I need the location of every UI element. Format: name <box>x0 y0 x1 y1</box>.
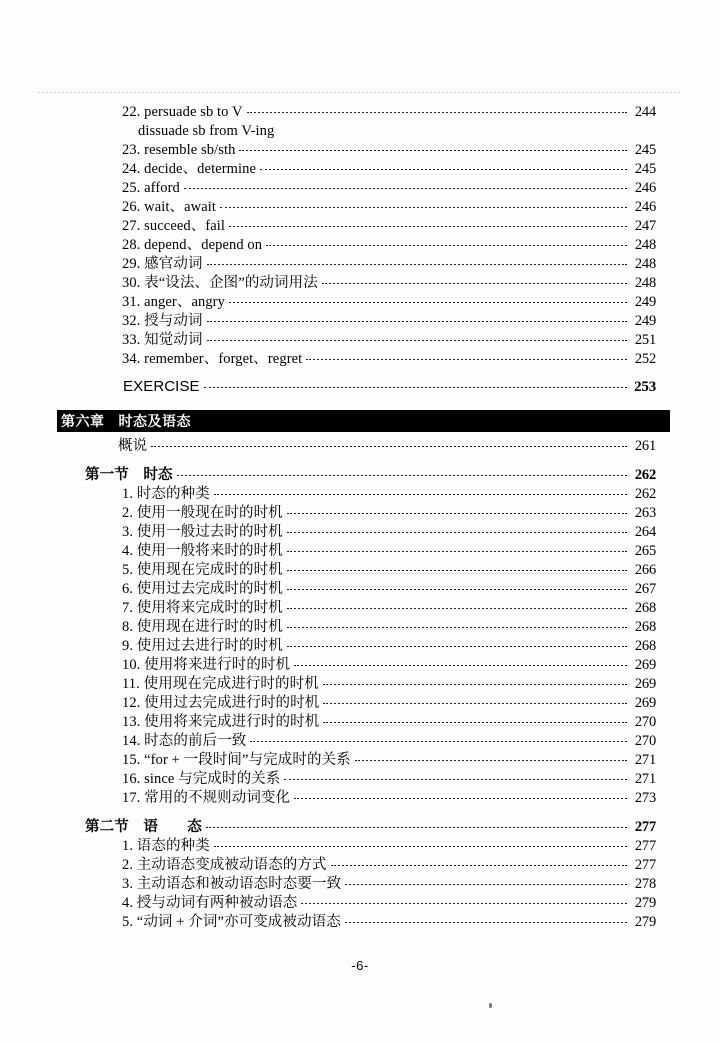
dot-leader <box>207 321 627 322</box>
toc-entry-label: 2. 主动语态变成被动语态的方式 <box>122 857 327 873</box>
toc-entry-page: 264 <box>634 524 656 540</box>
toc-entry[interactable] <box>0 236 720 255</box>
toc-entry[interactable] <box>0 599 720 618</box>
toc-entry-label: 14. 时态的前后一致 <box>122 733 247 749</box>
toc-entry-page: 247 <box>634 218 656 234</box>
dot-leader <box>214 846 627 847</box>
toc-entry[interactable] <box>0 770 720 789</box>
toc-entry-page: 277 <box>634 819 656 835</box>
toc-entry-page: 253 <box>634 379 656 395</box>
toc-entry-label: 4. 使用一般将来时的时机 <box>122 543 283 559</box>
toc-entry-page: 268 <box>634 600 656 616</box>
toc-entry-label: 17. 常用的不规则动词变化 <box>122 790 291 806</box>
dot-leader <box>206 827 627 828</box>
toc-entry-page: 270 <box>634 733 656 749</box>
toc-entry[interactable] <box>0 694 720 713</box>
dot-leader <box>355 760 627 761</box>
toc-entry[interactable] <box>0 913 720 932</box>
toc-entry-page: 262 <box>634 467 656 483</box>
dot-leader <box>323 722 627 723</box>
toc-entry[interactable] <box>0 198 720 217</box>
toc-entry-page: 279 <box>634 914 656 930</box>
toc-entry-label: 1. 时态的种类 <box>122 486 210 502</box>
toc-entry-label: 27. succeed、fail <box>122 218 226 234</box>
toc-entry[interactable] <box>0 637 720 656</box>
toc-entry-label: 1. 语态的种类 <box>122 838 210 854</box>
toc-entry-label: 13. 使用将来完成进行时的时机 <box>122 714 320 730</box>
toc-entry-label: 6. 使用过去完成时的时机 <box>122 581 283 597</box>
toc-entry[interactable] <box>0 875 720 894</box>
toc-entry[interactable] <box>0 618 720 637</box>
toc-entry-exercise[interactable] <box>0 377 720 396</box>
dot-leader <box>345 922 627 923</box>
toc-entry-label: 8. 使用现在进行时的时机 <box>122 619 283 635</box>
dot-leader <box>287 627 627 628</box>
chapter-heading-bar <box>57 410 670 432</box>
toc-entry[interactable] <box>0 293 720 312</box>
dot-leader <box>229 302 627 303</box>
toc-entry-page: 251 <box>634 332 656 348</box>
toc-entry[interactable] <box>0 103 720 122</box>
toc-entry-label: 31. anger、angry <box>122 294 225 310</box>
toc-entry-label: 5. 使用现在完成时的时机 <box>122 562 283 578</box>
toc-entry[interactable] <box>0 856 720 875</box>
toc-entry-label: 24. decide、determine <box>122 161 257 177</box>
toc-entry[interactable] <box>0 894 720 913</box>
toc-entry-page: 267 <box>634 581 656 597</box>
dot-leader <box>287 551 627 552</box>
toc-entry-page: 270 <box>634 714 656 730</box>
toc-entry-label: 概说 <box>118 438 148 454</box>
dot-leader <box>345 884 627 885</box>
dot-leader <box>322 283 627 284</box>
dot-leader <box>287 532 627 533</box>
dot-leader <box>287 570 627 571</box>
toc-entry-label: 10. 使用将来进行时的时机 <box>122 657 291 673</box>
toc-entry-label: 34. remember、forget、regret <box>122 351 303 367</box>
dot-leader <box>229 226 627 227</box>
toc-entry[interactable] <box>0 732 720 751</box>
dot-leader <box>184 188 627 189</box>
toc-entry-label: 5. “动词 + 介词”亦可变成被动语态 <box>122 914 341 930</box>
toc-entry-page: 246 <box>634 180 656 196</box>
toc-entry[interactable] <box>0 350 720 369</box>
toc-entry-page: 246 <box>634 199 656 215</box>
toc-entry-label: 30. 表“设法、企图”的动词用法 <box>122 275 318 291</box>
toc-entry-label: 25. afford <box>122 180 180 196</box>
toc-entry-label: 22. persuade sb to V <box>122 104 243 120</box>
dot-leader <box>177 475 627 476</box>
toc-entry-page: 262 <box>634 486 656 502</box>
toc-entry[interactable] <box>0 179 720 198</box>
toc-entry[interactable] <box>0 255 720 274</box>
dot-leader <box>306 359 627 360</box>
dot-leader <box>287 513 627 514</box>
toc-section-heading[interactable] <box>0 818 720 837</box>
toc-entry[interactable] <box>0 160 720 179</box>
toc-entry[interactable] <box>0 675 720 694</box>
dot-leader <box>220 207 627 208</box>
toc-entry-label: dissuade sb from V-ing <box>138 123 275 139</box>
toc-entry-list-top <box>0 103 720 369</box>
chapter-title: 时态及语态 <box>118 413 191 429</box>
toc-entry[interactable] <box>0 312 720 331</box>
toc-entry-label: 4. 授与动词有两种被动语态 <box>122 895 298 911</box>
toc-entry-page: 248 <box>634 237 656 253</box>
toc-entry-label: 29. 感官动词 <box>122 256 203 272</box>
dot-leader <box>287 589 627 590</box>
dot-leader <box>247 112 627 113</box>
toc-entry-label: 16. since 与完成时的关系 <box>122 771 281 787</box>
toc-entry-label: 7. 使用将来完成时的时机 <box>122 600 283 616</box>
dot-leader <box>301 903 627 904</box>
toc-entry[interactable] <box>0 837 720 856</box>
dot-leader <box>266 245 627 246</box>
toc-entry-page: 266 <box>634 562 656 578</box>
scan-speck <box>489 1003 492 1008</box>
toc-entry[interactable] <box>0 713 720 732</box>
toc-entry[interactable] <box>0 542 720 561</box>
toc-entry[interactable] <box>0 580 720 599</box>
toc-entry-label: 9. 使用过去进行时的时机 <box>122 638 283 654</box>
dot-leader <box>260 169 627 170</box>
toc-entry-page: 252 <box>634 351 656 367</box>
toc-entry-page: 271 <box>634 752 656 768</box>
toc-entry-page: 245 <box>634 142 656 158</box>
dot-leader <box>207 340 627 341</box>
dot-leader <box>204 387 627 388</box>
toc-entry[interactable] <box>0 656 720 675</box>
toc-entry-continuation[interactable] <box>0 122 720 141</box>
toc-section-continued-verbs <box>0 103 720 396</box>
toc-entry-label: 3. 使用一般过去时的时机 <box>122 524 283 540</box>
dot-leader <box>331 865 627 866</box>
toc-entry[interactable] <box>0 504 720 523</box>
toc-section-list <box>0 456 720 932</box>
chapter-number: 第六章 <box>61 413 105 429</box>
toc-entry-page: 273 <box>634 790 656 806</box>
dot-leader <box>294 665 627 666</box>
dot-leader <box>284 779 627 780</box>
toc-entry[interactable] <box>0 217 720 236</box>
toc-entry-page: 278 <box>634 876 656 892</box>
toc-entry-overview[interactable] <box>0 437 720 456</box>
section-spacer <box>0 808 720 818</box>
toc-entry-page: 248 <box>634 275 656 291</box>
toc-entry-label: 3. 主动语态和被动语态时态要一致 <box>122 876 342 892</box>
dot-leader <box>287 646 627 647</box>
toc-entry[interactable] <box>0 274 720 293</box>
toc-entry-page: 277 <box>634 838 656 854</box>
toc-entry-label: 2. 使用一般现在时的时机 <box>122 505 283 521</box>
toc-entry-page: 279 <box>634 895 656 911</box>
toc-entry-label: 12. 使用过去完成进行时的时机 <box>122 695 320 711</box>
dot-leader <box>250 741 627 742</box>
toc-entry-page: 245 <box>634 161 656 177</box>
toc-entry-page: 265 <box>634 543 656 559</box>
dot-leader <box>287 608 627 609</box>
dot-leader <box>294 798 627 799</box>
toc-entry-page: 269 <box>634 657 656 673</box>
toc-entry-label: 11. 使用现在完成进行时的时机 <box>122 676 319 692</box>
toc-entry-label: 32. 授与动词 <box>122 313 203 329</box>
toc-entry-page: 269 <box>634 695 656 711</box>
toc-entry-label: EXERCISE <box>123 378 200 395</box>
toc-entry[interactable] <box>0 751 720 770</box>
scan-artifact-line <box>38 92 682 93</box>
toc-entry[interactable] <box>0 561 720 580</box>
toc-entry-label: 28. depend、depend on <box>122 237 263 253</box>
toc-entry[interactable] <box>0 141 720 160</box>
toc-entry[interactable] <box>0 523 720 542</box>
toc-entry[interactable] <box>0 331 720 350</box>
toc-entry-page: 249 <box>634 294 656 310</box>
toc-entry-label: 第二节 语 态 <box>85 819 202 835</box>
dot-leader <box>239 150 627 151</box>
toc-entry-page: 249 <box>634 313 656 329</box>
toc-entry-page: 244 <box>634 104 656 120</box>
toc-entry-page: 248 <box>634 256 656 272</box>
toc-section-chapter6 <box>0 437 720 932</box>
toc-entry-label: 第一节 时态 <box>85 467 173 483</box>
toc-entry[interactable] <box>0 789 720 808</box>
toc-entry-page: 271 <box>634 771 656 787</box>
section-spacer <box>0 456 720 466</box>
toc-entry-page: 269 <box>634 676 656 692</box>
toc-entry-page: 277 <box>634 857 656 873</box>
toc-entry-page: 268 <box>634 619 656 635</box>
toc-entry-label: 33. 知觉动词 <box>122 332 203 348</box>
toc-entry-label: 15. “for + 一段时间”与完成时的关系 <box>122 752 351 768</box>
dot-leader <box>207 264 627 265</box>
dot-leader <box>323 684 627 685</box>
toc-entry-page: 261 <box>634 438 656 454</box>
dot-leader <box>151 446 627 447</box>
toc-section-heading[interactable] <box>0 466 720 485</box>
toc-entry-page: 263 <box>634 505 656 521</box>
dot-leader <box>323 703 627 704</box>
dot-leader <box>214 494 627 495</box>
toc-entry[interactable] <box>0 485 720 504</box>
toc-entry-page: 268 <box>634 638 656 654</box>
page-number-footer: -6- <box>351 958 369 973</box>
toc-entry-label: 26. wait、await <box>122 199 217 215</box>
toc-entry-label: 23. resemble sb/sth <box>122 142 236 158</box>
